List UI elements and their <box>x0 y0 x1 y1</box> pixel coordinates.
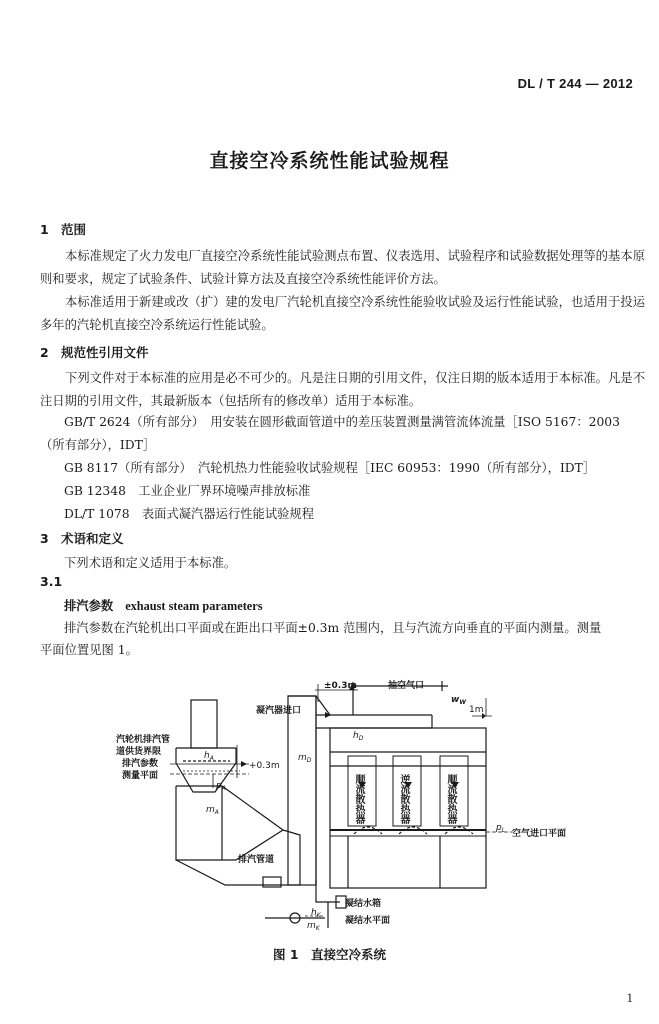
label-exhaust-plane-2: 测量平面 <box>122 771 159 781</box>
section-1-paragraph-2: 本标准适用于新建或改（扩）建的发电厂汽轮机直接空冷系统性能验收试验及运行性能试验，也适用于投运多年的汽轮机直接空冷系统运行性能试验。 <box>40 295 645 332</box>
label-hA: $h_A$ <box>204 751 214 762</box>
section-number: 3 <box>40 531 49 546</box>
label-plus03m: +0.3m <box>249 761 280 771</box>
term-definition: 排汽参数在汽轮机出口平面或在距出口平面±0.3m 范围内，且与汽流方向垂直的平面内测量。测量 <box>64 621 602 635</box>
section-title: 术语和定义 <box>61 531 124 546</box>
label-mD: $m_D$ <box>298 753 312 764</box>
label-ww: $w_W$ <box>451 695 466 706</box>
label-pL: $p_L$ <box>496 823 506 834</box>
label-dim-03m: ±0.3m <box>324 681 357 691</box>
label-condensate-level: 凝结水平面 <box>345 916 391 926</box>
label-hK: $h_K$ <box>311 908 321 919</box>
section-3-heading <box>40 529 124 547</box>
label-air-outlet: 抽空气口 <box>388 681 425 691</box>
reference-item: DL/T 1078 表面式凝汽器运行性能试验规程 <box>64 507 315 521</box>
reference-item-continued: （所有部分），IDT］ <box>40 438 156 452</box>
label-counterflow: 逆流散热器 <box>398 774 409 824</box>
section-1-heading <box>40 220 86 238</box>
label-turbine-boundary-1: 汽轮机排汽管 <box>116 735 171 745</box>
section-title: 范围 <box>61 222 87 237</box>
term-definition-continued: 平面位置见图 1。 <box>40 643 138 657</box>
term-english: exhaust steam parameters <box>125 599 263 613</box>
label-hD: $h_D$ <box>353 731 364 742</box>
document-title: 直接空冷系统性能试验规程 <box>209 150 450 172</box>
label-pA: $p_A$ <box>216 781 226 792</box>
subsection-number: 3.1 <box>40 574 63 589</box>
vertical-riser <box>288 696 316 885</box>
term-entry <box>64 596 263 614</box>
reference-item: GB/T 2624（所有部分） 用安装在圆形截面管道中的差压装置测量满管流体流量［ISO 5167：2003 <box>64 415 620 429</box>
section-3-paragraph: 下列术语和定义适用于本标准。 <box>64 556 237 570</box>
direct-air-cooling-system-diagram <box>0 670 659 940</box>
reference-item: GB 12348 工业企业厂界环境噪声排放标准 <box>64 484 311 498</box>
section-title: 规范性引用文件 <box>61 345 149 360</box>
label-turbine-boundary-2: 道供货界限 <box>116 747 162 757</box>
standard-code: DL / T 244 — 2012 <box>517 76 633 91</box>
section-2-paragraph: 下列文件对于本标准的应用是必不可少的。凡是注日期的引用文件，仅注日期的版本适用于本标准。凡是不注日期的引用文件，其最新版本（包括所有的修改单）适用于本标准。 <box>40 371 645 408</box>
label-cocurrent-left: 顺流散热器 <box>353 774 364 824</box>
section-number: 1 <box>40 222 49 237</box>
label-cocurrent-right: 顺流散热器 <box>445 774 456 824</box>
label-air-inlet-plane: 空气进口平面 <box>512 829 567 839</box>
figure-caption: 图 1 直接空冷系统 <box>272 947 387 962</box>
label-mA: $m_A$ <box>206 805 219 816</box>
label-exhaust-pipe: 排汽管道 <box>238 855 275 865</box>
reference-item: GB 8117（所有部分） 汽轮机热力性能验收试验规程［IEC 60953：1990（所有部分），IDT］ <box>64 461 596 475</box>
term-chinese: 排汽参数 <box>64 599 114 613</box>
label-condensate-tank: 凝结水箱 <box>345 899 382 909</box>
label-1m: 1m <box>469 705 484 715</box>
label-mK: $m_K$ <box>307 921 320 932</box>
section-2-heading <box>40 343 149 361</box>
turbine-exhaust-neck <box>191 700 217 748</box>
page-number: 1 <box>626 990 633 1005</box>
label-condenser-inlet: 凝汽器进口 <box>256 706 302 716</box>
section-1-paragraph-1: 本标准规定了火力发电厂直接空冷系统性能试验测点布置、仪表选用、试验程序和试验数据处理等的基本原则和要求，规定了试验条件、试验计算方法及直接空冷系统性能评价方法。 <box>40 249 645 286</box>
section-number: 2 <box>40 345 49 360</box>
label-exhaust-plane-1: 排汽参数 <box>122 759 159 769</box>
